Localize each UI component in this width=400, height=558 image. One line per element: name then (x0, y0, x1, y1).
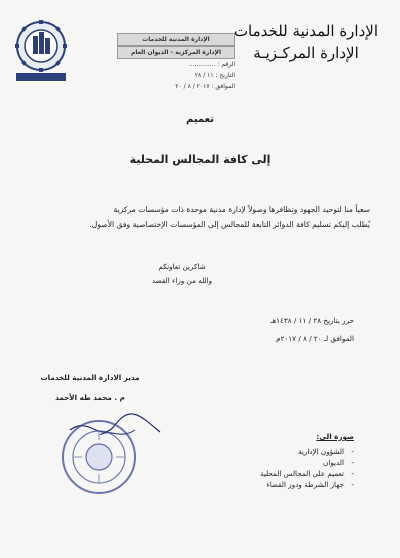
document-title: تعميم (185, 114, 215, 125)
cc-heading: صورة الى: (316, 432, 354, 441)
cc-item-diwan: - الديوان (260, 457, 354, 468)
ref-corresponds-row: الموافق : ٢٠١٧ / ٨ / ٢٠ (175, 83, 235, 90)
cc-item-councils: - تعميم على المجالس المحلية (260, 468, 354, 479)
ref-corresponds-value: ٢٠١٧ / ٨ / ٢٠ (175, 83, 210, 90)
org-line-2: الإدارة المركـزيـة (253, 44, 359, 62)
body-line-1: سعياً منا لتوحيد الجهود وتظافرها وصولاً لإدارة مدنية موحدة ذات مؤسسات مركزية (113, 205, 370, 214)
ref-date-value: ١١ / ٢٨ (194, 72, 214, 79)
ref-dept: الإدارة المركزية - الديوان العام (117, 46, 235, 59)
cc-list (260, 446, 354, 490)
cc-item-admin: - الشؤون الإدارية (260, 446, 354, 457)
date-gregorian: الموافق لـ ٢٠ / ٨ / ٢٠١٧م (276, 334, 354, 343)
date-hijri: حرر بتاريخ ٢٨ / ١١ / ١٤٣٨هـ (270, 316, 354, 325)
closing-thanks: شاكرين تعاونكم (158, 262, 206, 271)
organization-logo-icon (12, 18, 70, 82)
ref-corresponds-label: الموافق (215, 83, 235, 90)
recipient-line: إلى كافة المجالس المحلية (129, 153, 271, 166)
closing-god: والله من وراء القصد (151, 276, 213, 285)
org-line-1: الإدارة المدنية للخدمات (233, 22, 378, 40)
official-seal-icon (60, 418, 138, 496)
body-line-2: يُطلب إليكم تسليم كافة الدوائر التابعة للمجالس إلى المؤسسات الإختصاصية وفق الأصول. (89, 220, 370, 229)
ref-number-label: الرقم (221, 61, 235, 68)
signatory-name: م . محمد طه الأحمد (55, 393, 125, 402)
ref-date-row: التاريخ : ١١ / ٢٨ (194, 72, 235, 79)
organization-header (234, 20, 378, 64)
cc-item-police: - جهاز الشرطة ودور القضاء (260, 479, 354, 490)
reference-stamp (117, 33, 235, 93)
ref-org-name: الإدارة المدنية للخدمات (117, 33, 235, 46)
ref-number-row: الرقم : .............. (188, 61, 235, 68)
signatory-title: مدير الادارة المدنية للخدمات (40, 373, 140, 382)
ref-date-label: التاريخ (219, 72, 235, 79)
